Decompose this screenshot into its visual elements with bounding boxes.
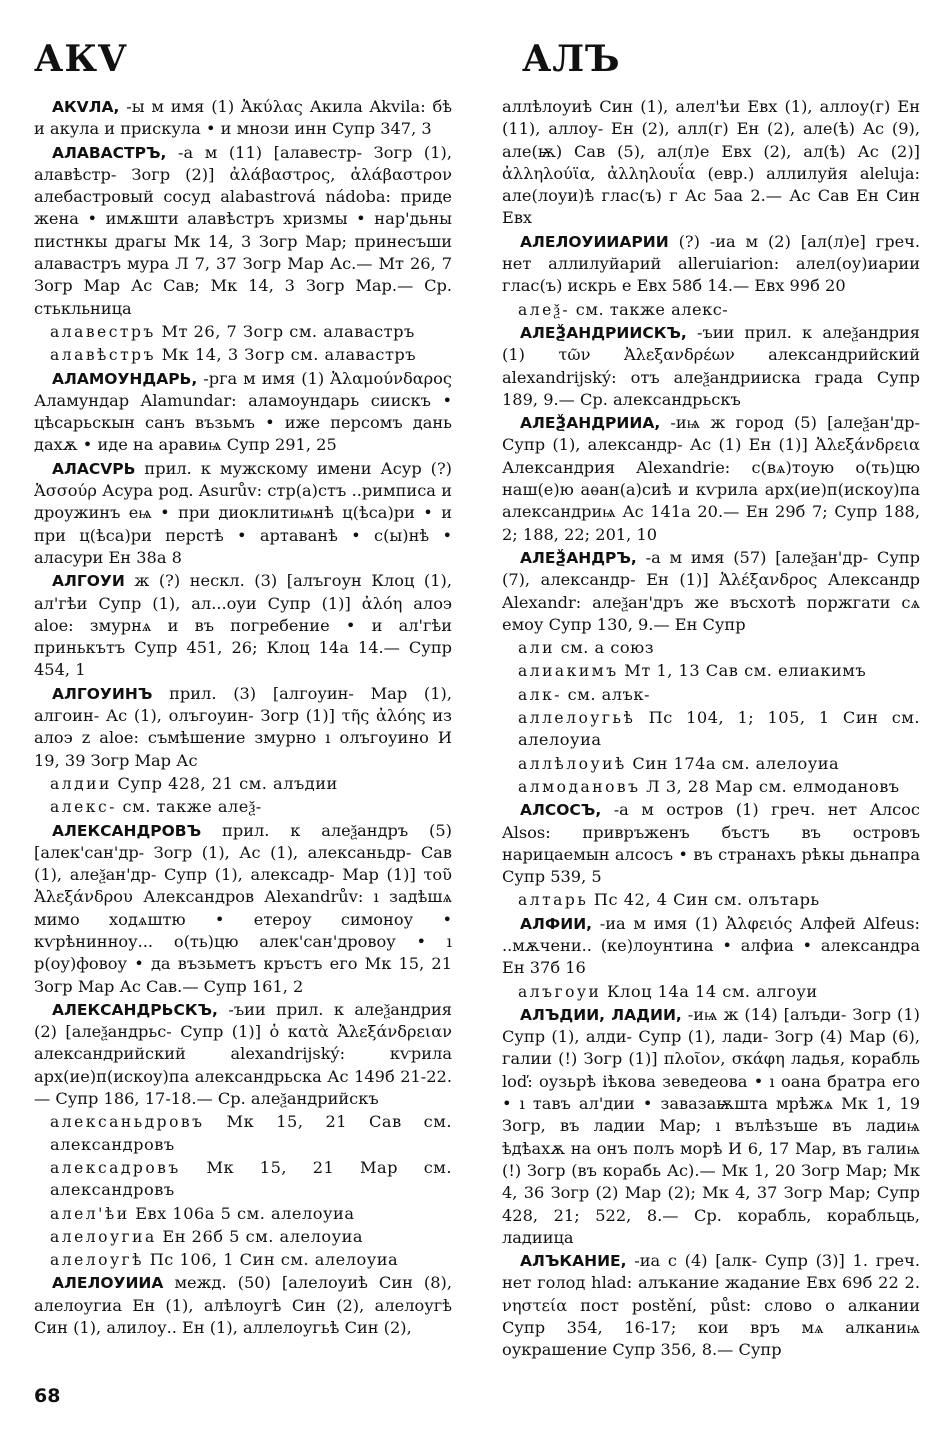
entry-body: -рга м имя (1) Ἀλαμούνδαρος Аламундар Alamundar: аламоундарь сиискъ • цѣсарьскын санъ възьмъ • иже персомъ дань дахѫ • иде на аравиѩ Супр 291, 25 xyxy=(34,368,452,455)
entry-body: -иѩ ж город (5) [алеѯан'др- Супр (1), александр- Ас (1) Ен (1)] Ἀλεξάνδρεια Александрия Alexandrie: с(вѧ)тоую о(ть)цю наш(е)ю аѳан(а)сиѣ и кѵрила арх(ие)п(искоу)па александриѩ Ас 141а 20.— Ен 29б 7; Супр 188, 2; 188, 22; 201, 10 xyxy=(502,413,920,544)
entry-body: Мт 26, 7 Зогр см. алавастръ xyxy=(161,321,415,341)
dictionary-entry xyxy=(502,547,920,636)
entry-headword: АЛЕКСАНДРЬСКЪ, xyxy=(52,1000,218,1019)
dictionary-entry xyxy=(34,368,452,457)
entry-headword: АЛАВАСТРЪ, xyxy=(52,143,167,162)
entry-body: прил. к мужскому имени Асур (?) Ἀσσούρ Асура род. Asurův: стр(а)стъ ..римписа и дроужинъ еѩ • при диоклитиѩнѣ ц(ѣса)ри • и при ц(ѣса)ри перстѣ • артаванѣ • с(ы)нѣ • аласури Ен 38а 8 xyxy=(34,458,452,567)
cross-reference-entry xyxy=(34,1157,452,1202)
dictionary-entry xyxy=(34,570,452,681)
entry-headword: алавестръ xyxy=(50,322,156,341)
entry-body: см. алък- xyxy=(567,684,650,704)
entry-body: Пс 42, 4 Син см. олътарь xyxy=(593,890,820,910)
running-head-right: АЛЪ xyxy=(522,38,621,80)
cross-reference-entry xyxy=(34,773,452,795)
entry-headword: али xyxy=(518,639,555,658)
dictionary-entry xyxy=(34,1272,452,1339)
dictionary-entry xyxy=(502,231,920,298)
cross-reference-entry xyxy=(34,1226,452,1248)
dictionary-entry xyxy=(34,999,452,1110)
entry-headword: алел'ѣи xyxy=(50,1204,130,1223)
entry-body: Супр 428, 21 см. алъдии xyxy=(117,773,338,793)
cross-reference-entry xyxy=(34,344,452,366)
dictionary-entry xyxy=(502,799,920,888)
entry-headword: АЛЕКСАНДРОВЪ xyxy=(52,821,202,840)
entry-headword: АЛЪКАНИЕ, xyxy=(520,1252,627,1271)
cross-reference-entry xyxy=(34,796,452,818)
entry-headword: алелоугѣ xyxy=(50,1251,145,1270)
entry-headword: алк- xyxy=(518,685,563,704)
cross-reference-entry xyxy=(502,889,920,911)
entry-body: Л 3, 28 Мар см. елмодановъ xyxy=(646,776,900,796)
dictionary-entry xyxy=(502,1250,920,1361)
cross-reference-entry xyxy=(34,1203,452,1225)
entry-body: прил. к алеѯандръ (5) [алек'сан'др- Зогр (1), Ас (1), алексаньдр- Сав (1), алеѯан'др- Супр (1), алексадр- Мар (1)] τοῦ Ἀλεξάνδρου Александров Alexandrův: ı задѣшѧ мимо ходѧштю • етероу симоноу • кѵрѣнинноу... о(ть)цю алек'сан'дровоу • ı р(оу)фовоу • да възьметъ кръстъ его Мк 15, 21 Зогр Мар Ас Сав.— Супр 161, 2 xyxy=(34,820,452,996)
cross-reference-entry xyxy=(502,776,920,798)
entry-headword: АЛЕѮАНДРИИА, xyxy=(520,414,661,433)
entry-headword: АЛСОСЪ, xyxy=(520,801,602,820)
entry-headword: АЛГОУИНЪ xyxy=(52,684,153,703)
cross-reference-entry xyxy=(502,707,920,752)
entry-body: прил. (3) [алгоуин- Мар (1), алгоин- Ас (1), олъгоуин- Зогр (1)] τῆς ἀλόης из алоэ z aloe: съмѣшение змурно ı олъгоуино И 19, 39 Зогр Мар Ас xyxy=(34,683,452,770)
entry-headword: алмодановъ xyxy=(518,777,641,796)
entry-headword: АЛАМОУНДАРЬ, xyxy=(52,369,198,388)
entry-body: Ен 26б 5 см. алелоуиа xyxy=(162,1226,364,1246)
dictionary-entry xyxy=(34,820,452,998)
dictionary-entry xyxy=(34,458,452,569)
entry-body: (?) -иа м (2) [ал(л)е] греч. нет аллилуйарий alleruiarion: алел(оу)иарии глас(ъ) искрь е Евх 58б 14.— Евх 99б 20 xyxy=(502,231,920,296)
entry-headword: АЛЪДИИ, ЛАДИИ, xyxy=(520,1005,682,1024)
cross-reference-entry xyxy=(34,1249,452,1271)
cross-reference-entry xyxy=(34,321,452,343)
entry-body: -иѩ ж (14) [алъди- Зогр (1) Супр (1), алди- Супр (1), лади- Зогр (4) Мар (6), галии (!) Зогр (1)] πλοῖον, σκάφη ладья, корабль loď: оузьрѣ іѣкова зеведеова • ı оана братра его • ı тавъ ал'дии • завазаѭшта мрѣжѧ Мк 1, 19 Зогр, въ ладии Мар; ı вълѣзъше въ ладиѩ ѣдѣахѫ на онъ полъ морѣ И 6, 17 Мар, въ галиѩ (!) Зогр (въ корабь Ас).— Мк 1, 20 Зогр Мар; Мк 4, 36 Зогр (2) Мар (2); Мк 4, 37 Зогр Мар; Супр 428, 21; 522, 8.— Ср. корабль, корабльць, ладиица xyxy=(502,1004,920,1247)
entry-headword: АКVЛА, xyxy=(52,98,120,116)
entry-headword: АЛГОУИ xyxy=(52,572,125,591)
entry-headword: АЛФИИ, xyxy=(520,914,593,933)
entry-body: -ъии прил. к алеѯандрия (1) τῶν Ἀλεξανδρέων александрийский alexandrijský: отъ алеѯандрииска града Супр 189, 9.— Ср. александрьскъ xyxy=(502,322,920,409)
entry-body: Клоц 14а 14 см. алгоуи xyxy=(607,981,818,1001)
entry-body: аллѣлоуиѣ Син (1), алел'ѣи Евх (1), аллоу(г) Ен (11), аллоу- Ен (2), алл(г) Ен (2), але(ѣ) Ас (9), але(ѭ) Сав (5), ал(л)е Евх (2), ал(ѣ) Ас (2)] ἀλληλούϊα, ἀλληλουΐα (евр.) аллилуйя aleluja: але(лоуи)ѣ глас(ъ) г Ас 5аа 2.— Ас Сав Ен Син Евх xyxy=(502,97,920,228)
running-head-left: АКV xyxy=(34,38,127,80)
entry-body: ж (?) нескл. (3) [алъгоун Клоц (1), ал'гѣи Супр (1), ал...оуи Супр (1)] ἀλόη алоэ aloe: змурнѧ и въ погребение • и ал'гѣи принькътъ Супр 451, 26; Клоц 14а 14.— Супр 454, 1 xyxy=(34,571,452,680)
entry-headword: алекс- xyxy=(50,798,117,817)
entry-body: Пс 104, 1; 105, 1 Син см. алелоуиа xyxy=(518,708,920,750)
entry-body: Евх 106а 5 см. алелоуиа xyxy=(135,1203,355,1223)
entry-headword: алеѯ- xyxy=(518,300,571,319)
dictionary-entry xyxy=(502,96,920,230)
entry-headword: алъгоуи xyxy=(518,982,602,1001)
dictionary-entry xyxy=(502,412,920,546)
entry-body: см. также алекс- xyxy=(575,299,729,319)
cross-reference-entry xyxy=(502,299,920,321)
cross-reference-entry xyxy=(502,753,920,775)
entry-headword: аллѣлоуиѣ xyxy=(518,754,627,773)
entry-body: межд. (50) [алелоуиѣ Син (8), алелоугиа Ен (1), алѣлоугѣ Син (2), алелоугѣ Син (1), алилоу.. Ен (1), аллелоугьѣ Син (2), xyxy=(34,1273,452,1338)
entry-body: -иа м имя (1) Ἀλφειός Алфей Alfeus: ..мѫчени.. (ке)лоунтина • алфиа • александра Ен 37б 16 xyxy=(502,913,920,978)
dictionary-entry xyxy=(34,683,452,772)
entry-body: -иа с (4) [алк- Супр (3)] 1. греч. нет голод hlad: алъкание жадание Евх 69б 22 2. νηστεία пост postění, půst: слово о алкании Супр 354, 16-17; кои връ мѧ алканиѩ оукрашение Супр 356, 8.— Супр xyxy=(502,1251,920,1360)
entry-headword: АЛЕЛОУИИА xyxy=(52,1274,164,1293)
dictionary-entry xyxy=(502,913,920,980)
cross-reference-entry xyxy=(502,637,920,659)
entry-headword: АЛЕѮАНДРЪ, xyxy=(520,548,637,567)
entry-headword: алавѣстръ xyxy=(50,346,156,365)
entry-headword: АЛЕЛОУИИАРИИ xyxy=(520,232,669,251)
entry-headword: АЛЕѮАНДРИИСКЪ, xyxy=(520,323,687,342)
cross-reference-entry xyxy=(502,684,920,706)
entry-body: см. а союз xyxy=(560,638,655,658)
entry-headword: алексадровъ xyxy=(50,1158,181,1177)
entry-body: -а м имя (57) [алеѯан'др- Супр (7), александр- Ен (1)] Ἀλέξανδρος Александр Alexandr: алеѯан'дръ же въсхотѣ поржгати сѧ емоу Супр 130, 9.— Ен Супр xyxy=(502,547,920,634)
entry-body: -а м (11) [алавестр- Зогр (1), алавѣстр- Зогр (2)] ἀλάβαστρος, ἀλάβαστρον алебастровый сосуд alabastrová nádoba: приде жена • имѫшти алавѣстръ хризмы • нар'дьны пистнкы драгы Мк 14, 3 Зогр Мар; принесъши алавастръ мура Л 7, 37 Зогр Мар Ас.— Мт 26, 7 Зогр Мар Ас Сав; Мк 14, 3 Зогр Мар.— Ср. стькльница xyxy=(34,142,452,318)
dictionary-entry xyxy=(502,1004,920,1249)
entry-body: Мт 1, 13 Сав см. елиакимъ xyxy=(624,661,867,681)
entry-headword: алдии xyxy=(50,774,112,793)
entry-headword: алиакимъ xyxy=(518,662,619,681)
entry-headword: АЛАСVРЬ xyxy=(52,459,136,478)
entry-body: -а м остров (1) греч. нет Алсос Alsos: привръженъ бъстъ въ островъ нарицаемын алсосъ • въ странахъ рѣкы дьнапра Супр 539, 5 xyxy=(502,800,920,887)
entry-headword: алтарь xyxy=(518,891,589,910)
right-column xyxy=(502,96,920,1376)
dictionary-entry xyxy=(502,322,920,411)
entry-body: Син 174а см. алелоуиа xyxy=(632,753,840,773)
left-column xyxy=(34,96,452,1376)
entry-body: см. также алеѯ- xyxy=(122,797,262,817)
cross-reference-entry xyxy=(502,981,920,1003)
cross-reference-entry xyxy=(34,1111,452,1156)
entry-headword: алексаньдровъ xyxy=(50,1113,205,1132)
entry-body: Пс 106, 1 Син см. алелоуиа xyxy=(149,1250,399,1270)
entry-body: -ы м имя (1) Ἀκύλας Акила Akvila: бѣ и акула и прискула • и мнози инн Супр 347, 3 xyxy=(34,97,452,139)
entry-body: -ъии прил. к алеѯандрия (2) [алеѯандрьс- Супр (1)] ὁ κατὰ Ἀλεξάνδρειαν александрийский alexandrijský: кѵрила арх(ие)п(искоу)па александрьска Ас 149б 21-22.— Супр 186, 17-18.— Ср. алеѯандрийскъ xyxy=(34,999,452,1109)
dictionary-entry xyxy=(34,142,452,320)
entry-headword: аллелоугьѣ xyxy=(518,709,636,728)
dictionary-entry xyxy=(34,96,452,141)
entry-body: Мк 15, 21 Мар см. александровъ xyxy=(50,1157,452,1200)
entry-headword: алелоугиа xyxy=(50,1227,157,1246)
page-number: 68 xyxy=(34,1385,61,1407)
cross-reference-entry xyxy=(502,660,920,682)
entry-body: Мк 15, 21 Сав см. александровъ xyxy=(50,1112,452,1154)
entry-body: Мк 14, 3 Зогр см. алавастръ xyxy=(161,345,417,365)
